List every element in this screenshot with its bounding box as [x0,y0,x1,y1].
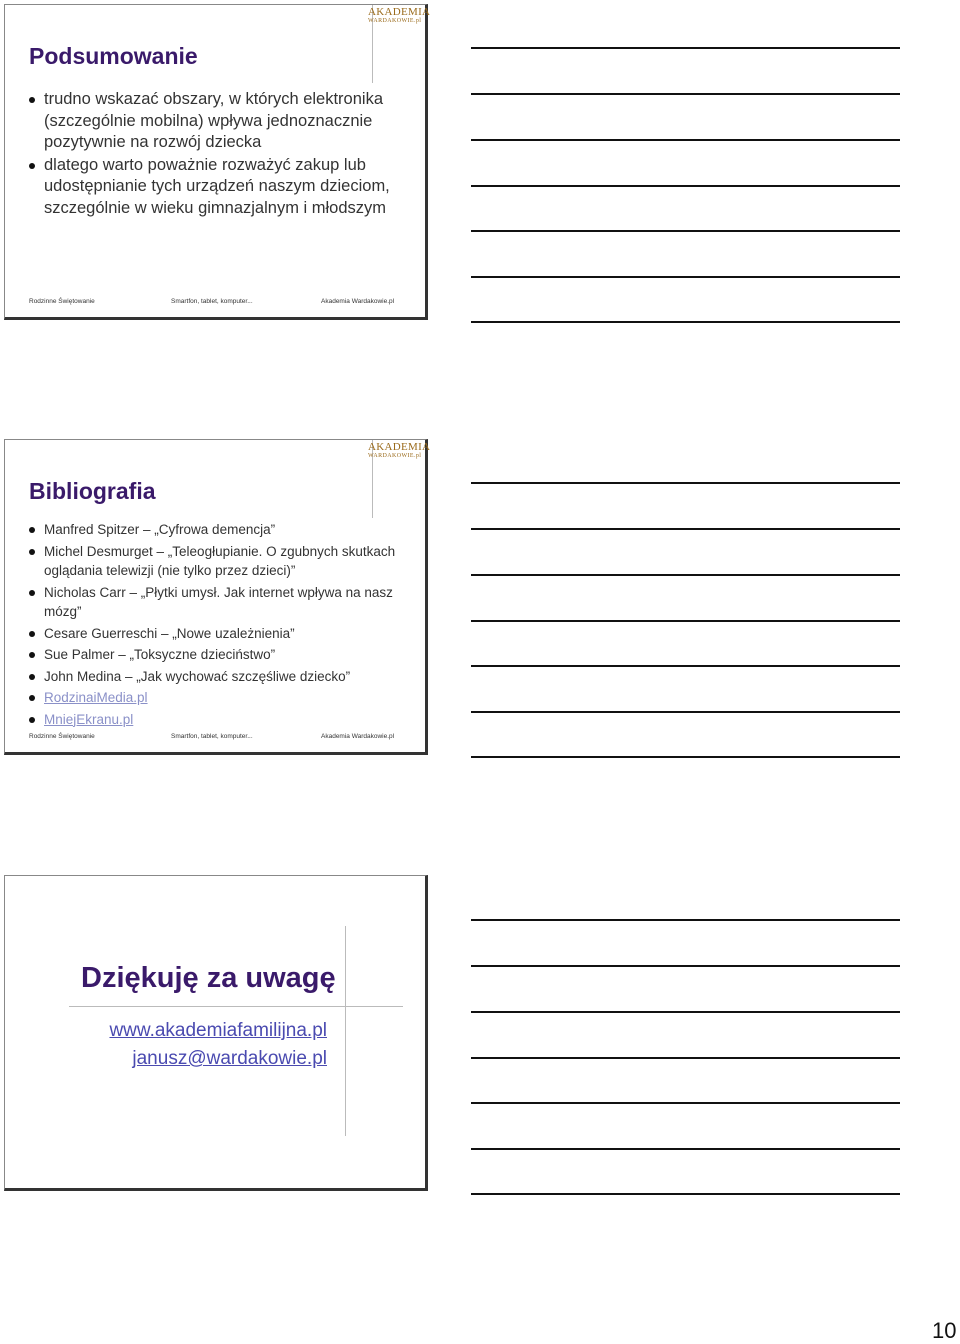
note-line [471,919,900,921]
note-line [471,321,900,323]
website-link[interactable]: www.akademiafamilijna.pl [109,1020,327,1041]
logo-sub-text: WARDAKOWIE.pl [368,18,422,24]
note-line [471,185,900,187]
note-line [471,965,900,967]
list-item: trudno wskazać obszary, w których elektronika (szczególnie mobilna) wpływa jednoznacznie pozytywnie na rozwój dziecka [27,89,402,154]
logo-main-text: AKADEMIA [368,441,431,453]
bullet-icon [29,652,35,658]
list-item: Sue Palmer – „Toksyczne dzieciństwo” [27,645,397,665]
note-line [471,276,900,278]
bullet-icon [29,527,35,533]
note-line [471,711,900,713]
note-line [471,574,900,576]
horizontal-divider [69,1006,403,1007]
page-number: 10 [932,1318,957,1343]
note-line [471,1011,900,1013]
note-line [471,47,900,49]
logo-main-text: AKADEMIA [368,6,431,18]
rodzinaimedia-link[interactable]: RodzinaiMedia.pl [44,690,148,705]
footer-right: Akademia Wardakowie.pl [321,298,395,305]
bullet-icon [29,549,35,555]
footer-right: Akademia Wardakowie.pl [321,733,395,740]
note-line [471,1193,900,1195]
slide-title: Bibliografia [29,478,156,504]
slide-bibliography [4,439,431,755]
mniejekranu-link[interactable]: MniejEkranu.pl [44,711,134,727]
footer-center: Smartfon, tablet, komputer... [171,733,253,740]
note-line [471,482,900,484]
note-line [471,1102,900,1104]
list-item: Cesare Guerreschi – „Nowe uzależnienia” [27,624,397,644]
bullet-list [27,89,402,220]
footer-left: Rodzinne Świętowanie [29,733,95,740]
footer-left: Rodzinne Świętowanie [29,298,95,305]
list-item: Manfred Spitzer – „Cyfrowa demencja” [27,520,397,540]
slide-summary [4,4,431,320]
list-item [27,710,397,730]
bullet-icon [29,631,35,637]
email-link[interactable]: janusz@wardakowie.pl [132,1048,327,1069]
akademia-logo [368,6,431,25]
thanks-title: Dziękuję za uwagę [81,962,336,994]
bullet-icon [29,97,35,103]
list-item: Nicholas Carr – „Płytki umysł. Jak internet wpływa na nasz mózg” [27,583,397,622]
bullet-icon [29,717,35,723]
note-line [471,1057,900,1059]
slide-thanks [4,875,428,1191]
note-line [471,620,900,622]
list-item: Michel Desmurget – „Teleogłupianie. O zgubnych skutkach oglądania telewizji (nie tylko przez dzieci)” [27,542,397,581]
list-item [27,688,397,708]
note-line [471,93,900,95]
bullet-icon [29,695,35,701]
akademia-logo [368,441,431,460]
footer-center: Smartfon, tablet, komputer... [171,298,253,305]
note-line [471,528,900,530]
note-line [471,665,900,667]
bullet-icon [29,163,35,169]
list-item: John Medina – „Jak wychować szczęśliwe dziecko” [27,667,397,687]
note-line [471,756,900,758]
bibliography-list [27,520,397,731]
note-line [471,230,900,232]
list-item: dlatego warto poważnie rozważyć zakup lub udostępnianie tych urządzeń naszym dzieciom, szczególnie w wieku gimnazjalnym i młodszym [27,155,402,220]
vertical-divider [345,926,346,1136]
note-line [471,139,900,141]
bullet-icon [29,590,35,596]
note-line [471,1148,900,1150]
slide-title: Podsumowanie [29,43,198,69]
bullet-icon [29,674,35,680]
logo-sub-text: WARDAKOWIE.pl [368,453,422,459]
